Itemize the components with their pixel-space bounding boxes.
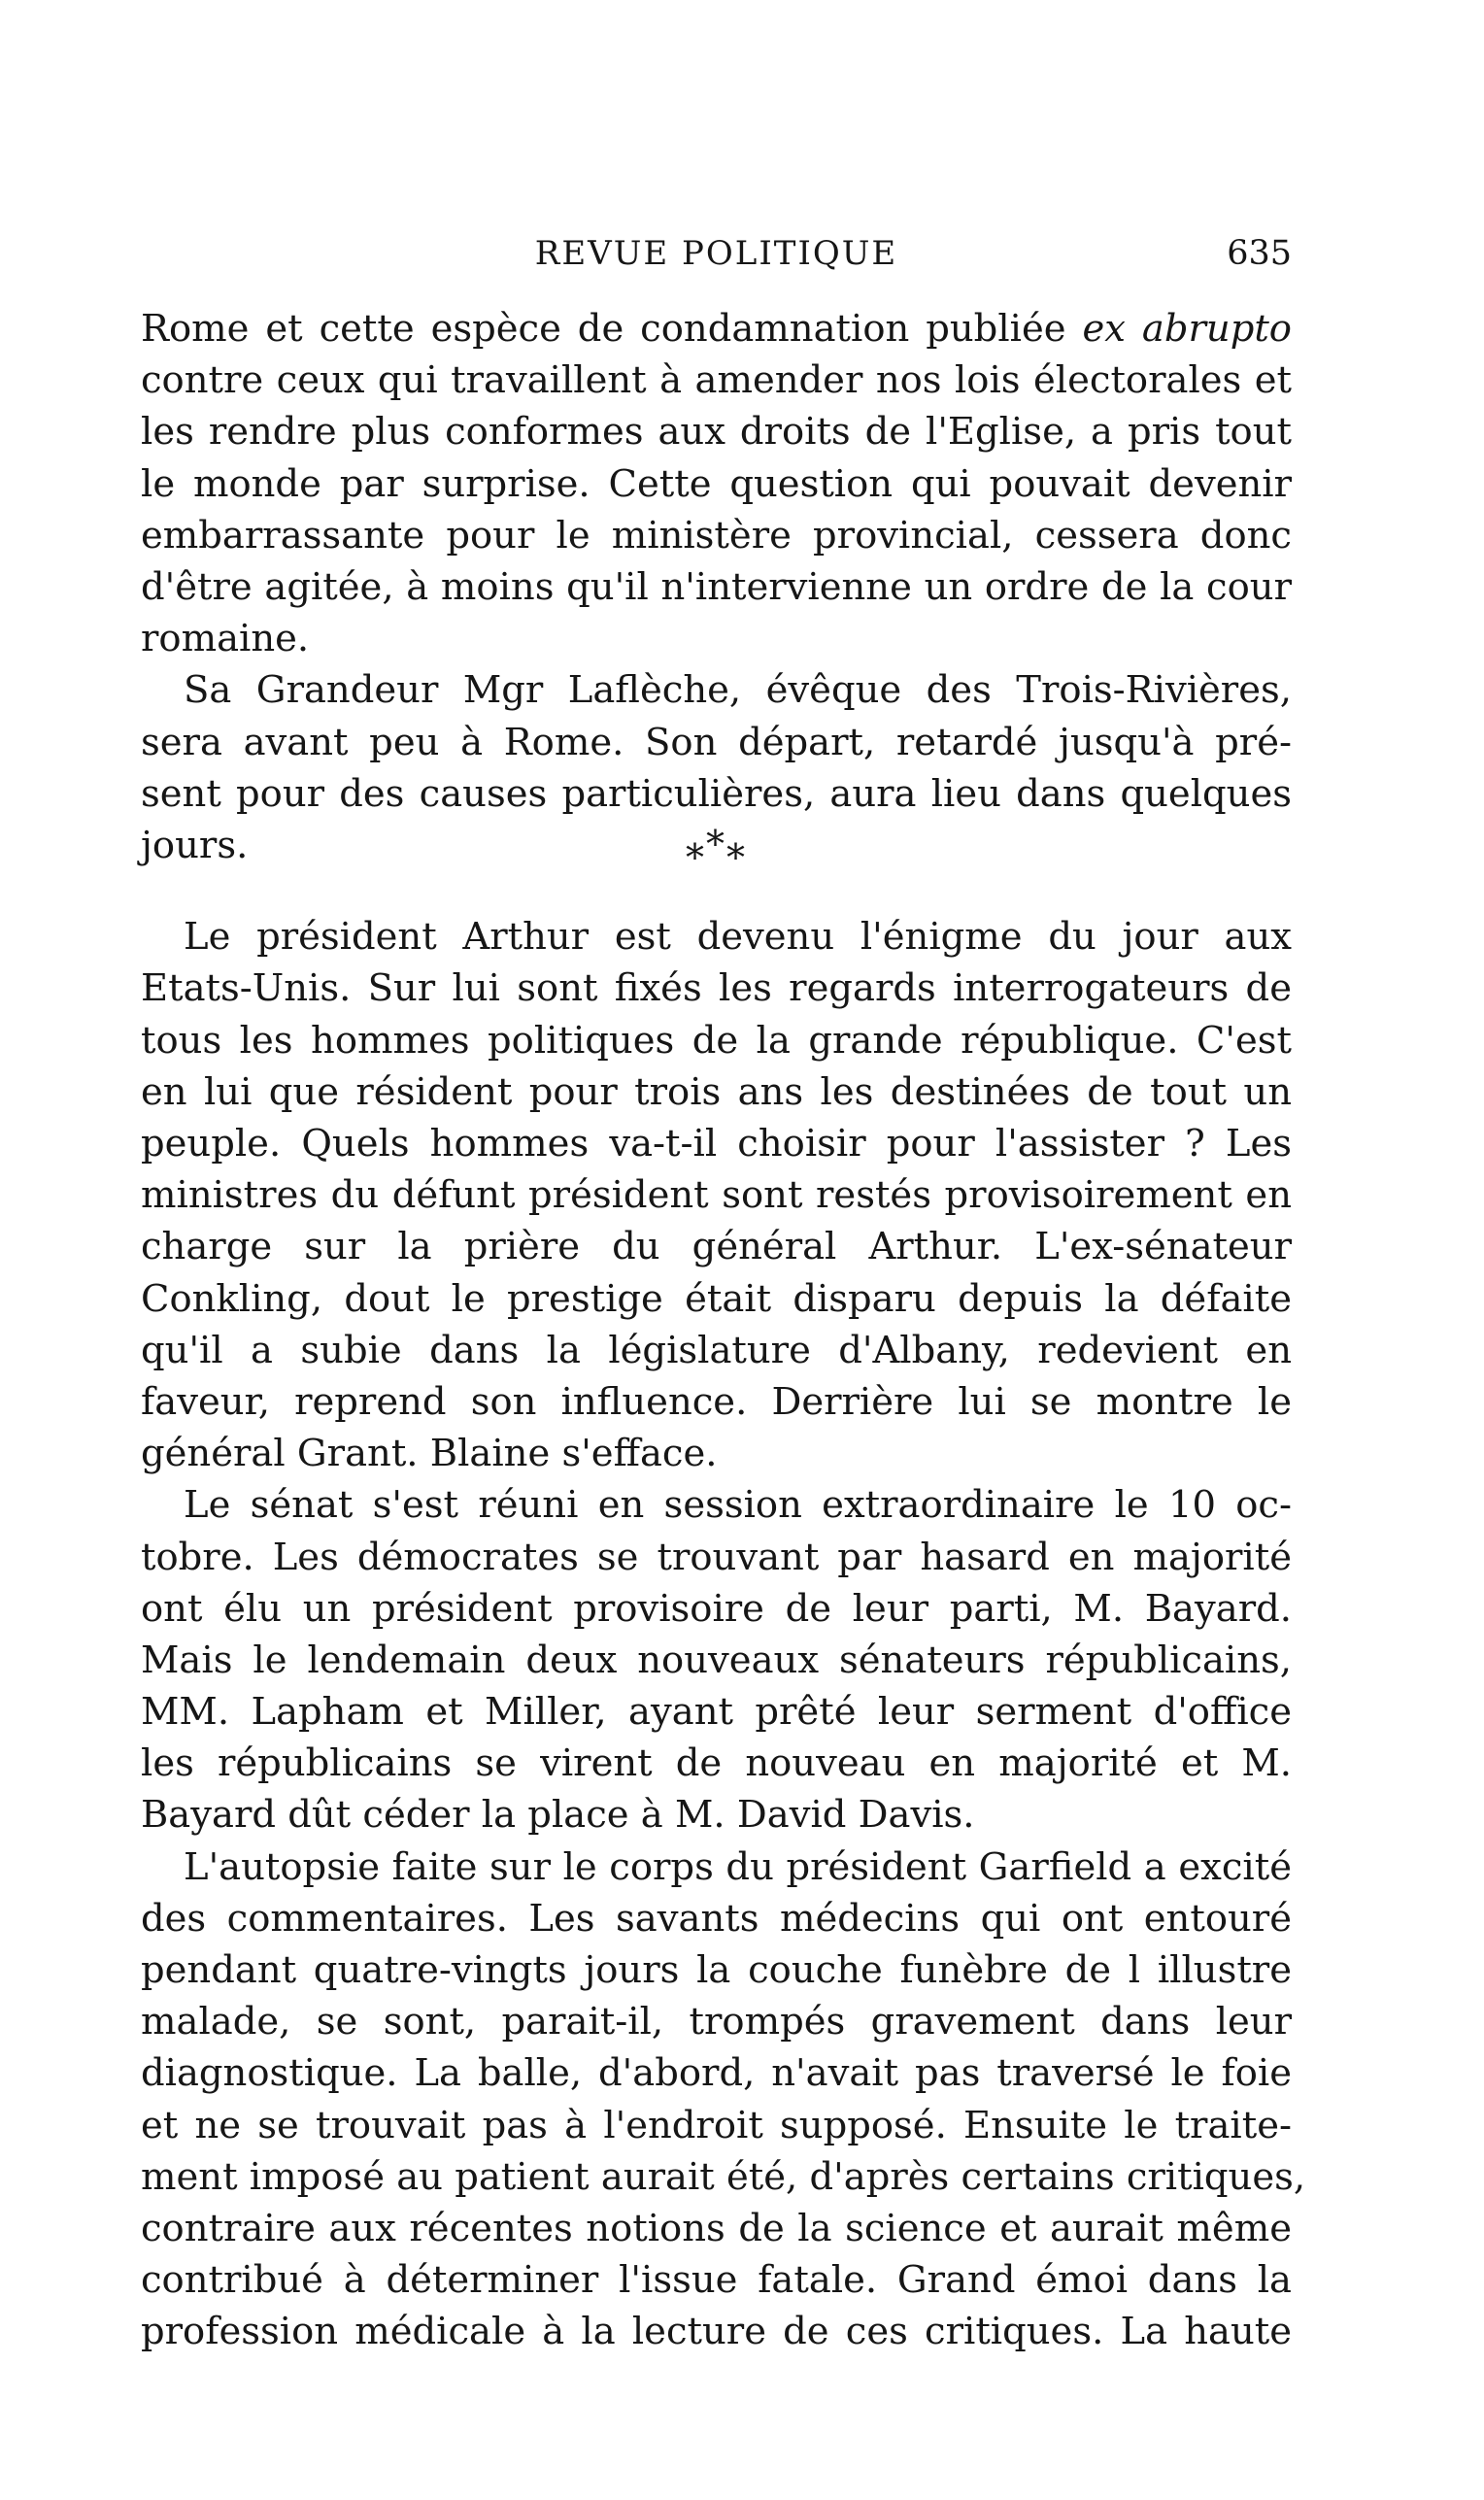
text-line: le monde par surprise. Cette question qui pouvait devenir <box>141 461 1292 506</box>
separator-star: * <box>706 823 726 866</box>
text-line: en lui que résident pour trois ans les destinées de tout un <box>141 1069 1292 1114</box>
running-head <box>141 229 1292 278</box>
text-line: contraire aux récentes notions de la science et aurait même <box>141 2206 1292 2250</box>
text-line: Bayard dût céder la place à M. David Davis. <box>141 1793 975 1838</box>
paragraph-rome <box>141 303 1292 664</box>
paragraph-senat <box>141 1479 1292 1841</box>
text-line: les rendre plus conformes aux droits de l'Eglise, a pris tout <box>141 410 1292 455</box>
text-line: contre ceux qui travaillent à amender nos lois électorales et <box>141 358 1292 403</box>
italic-phrase: ex abrupto <box>1082 307 1292 351</box>
text-line: ont élu un président provisoire de leur parti, M. Bayard. <box>141 1586 1292 1631</box>
separator-star: * <box>726 836 747 880</box>
text-line: les républicains se virent de nouveau en majorité et M. <box>141 1741 1292 1786</box>
text-line: Etats-Unis. Sur lui sont fixés les regards interrogateurs de <box>141 966 1292 1011</box>
text-line: contribué à déterminer l'issue fatale. Grand émoi dans la <box>141 2258 1292 2303</box>
text-line: pendant quatre-vingts jours la couche funèbre de l illustre <box>141 1948 1292 1992</box>
separator-star: * <box>686 836 706 880</box>
text-line: Le sénat s'est réuni en session extraordinaire le 10 oc- <box>184 1483 1292 1528</box>
text-line: faveur, reprend son influence. Derrière lui se montre le <box>141 1379 1292 1424</box>
text-line: ministres du défunt président sont restés provisoirement en <box>141 1173 1292 1218</box>
text-line: ment imposé au patient aurait été, d'après certains critiques, <box>141 2154 1306 2199</box>
text-line: romaine. <box>141 617 310 661</box>
text-line: embarrassante pour le ministère provincial, cessera donc <box>141 513 1292 557</box>
text-line: L'autopsie faite sur le corps du président Garfield a excité <box>184 1844 1292 1889</box>
text-line: tobre. Les démocrates se trouvant par hasard en majorité <box>141 1535 1292 1579</box>
text-line: Conkling, dout le prestige était disparu depuis la défaite <box>141 1276 1292 1321</box>
text-line: et ne se trouvait pas à l'endroit supposé. Ensuite le traite- <box>141 2103 1292 2147</box>
paragraph-autopsie <box>141 1841 1306 2358</box>
text-line: des commentaires. Les savants médecins qui ont entouré <box>141 1896 1292 1941</box>
page-number: 635 <box>1227 234 1292 273</box>
text-line: profession médicale à la lecture de ces critiques. La haute <box>141 2310 1292 2354</box>
paragraph-arthur <box>141 911 1292 1479</box>
body-text <box>141 303 1306 2358</box>
text-line: général Grant. Blaine s'efface. <box>141 1432 718 1476</box>
text-line: Le président Arthur est devenu l'énigme du jour aux <box>184 915 1292 960</box>
text-line: Sa Grandeur Mgr Laflèche, évêque des Trois-Rivières, <box>184 668 1292 713</box>
text-line: Rome et cette espèce de condamnation publiée ex abrupto <box>141 307 1292 351</box>
running-title: REVUE POLITIQUE <box>534 234 898 273</box>
text-line: peuple. Quels hommes va-t-il choisir pour l'assister ? Les <box>141 1122 1292 1166</box>
text-line: charge sur la prière du général Arthur. L'ex-sénateur <box>141 1225 1292 1269</box>
text-line: malade, se sont, parait-il, trompés gravement dans leur <box>141 2000 1292 2044</box>
text-line: MM. Lapham et Miller, ayant prêté leur serment d'office <box>141 1690 1292 1735</box>
text-line: qu'il a subie dans la législature d'Albany, redevient en <box>141 1328 1292 1372</box>
text-line: d'être agitée, à moins qu'il n'intervienne un ordre de la cour <box>141 564 1292 609</box>
text-line: Mais le lendemain deux nouveaux sénateurs républicains, <box>141 1638 1292 1682</box>
section-separator <box>141 823 1292 884</box>
text-line: jours. <box>141 823 249 867</box>
text-line: sent pour des causes particulières, aura lieu dans quelques <box>141 771 1292 816</box>
text-line: diagnostique. La balle, d'abord, n'avait pas traversé le foie <box>141 2051 1292 2096</box>
text-line: tous les hommes politiques de la grande république. C'est <box>141 1018 1292 1063</box>
text-line: sera avant peu à Rome. Son départ, retardé jusqu'à pré- <box>141 720 1292 764</box>
